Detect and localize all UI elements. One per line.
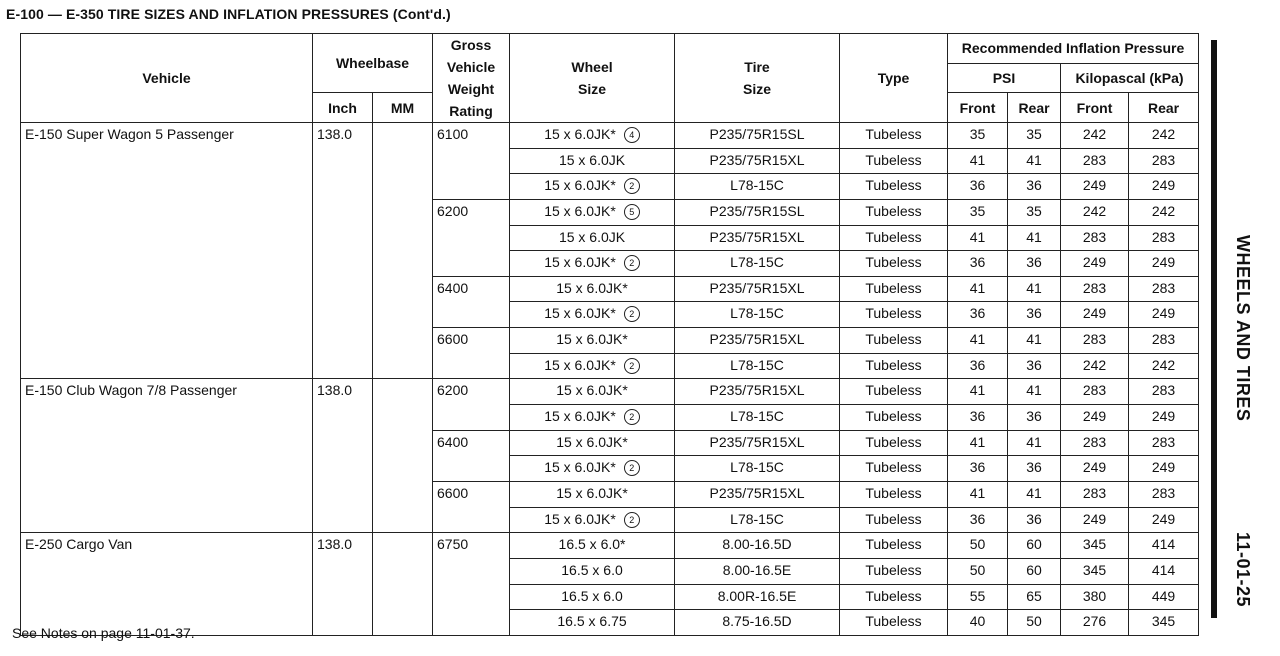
kpa-rear: 283: [1129, 276, 1199, 302]
kpa-rear: 283: [1129, 481, 1199, 507]
table-row: [21, 533, 1199, 559]
tire-size: P235/75R15XL: [675, 225, 840, 251]
kpa-front: 345: [1061, 533, 1129, 559]
wheel-size: 15 x 6.0JK*: [556, 484, 628, 501]
header-gvwr: Gross Vehicle Weight Rating: [433, 34, 510, 123]
tire-size: P235/75R15SL: [675, 123, 840, 149]
wheelbase-inch: 138.0: [313, 533, 373, 636]
header-mm: MM: [373, 93, 433, 123]
kpa-rear: 414: [1129, 533, 1199, 559]
tire-type: Tubeless: [840, 328, 948, 354]
psi-front: 41: [948, 276, 1008, 302]
wheel-size-cell: [510, 584, 675, 610]
psi-front: 41: [948, 430, 1008, 456]
header-psi-front: Front: [948, 93, 1008, 123]
psi-rear: 41: [1008, 225, 1061, 251]
wheel-size: 15 x 6.0JK*: [556, 331, 628, 348]
tire-size: 8.00-16.5D: [675, 533, 840, 559]
psi-front: 50: [948, 533, 1008, 559]
psi-rear: 65: [1008, 584, 1061, 610]
tire-type: Tubeless: [840, 353, 948, 379]
tire-type: Tubeless: [840, 507, 948, 533]
kpa-rear: 249: [1129, 456, 1199, 482]
note-reference-circle: 2: [624, 460, 640, 476]
gvwr-value: 6100: [433, 123, 510, 200]
kpa-rear: 249: [1129, 405, 1199, 431]
kpa-rear: 249: [1129, 174, 1199, 200]
psi-front: 36: [948, 507, 1008, 533]
psi-front: 36: [948, 405, 1008, 431]
vehicle-name: E-150 Super Wagon 5 Passenger: [21, 123, 313, 379]
kpa-rear: 345: [1129, 610, 1199, 636]
tire-size: P235/75R15XL: [675, 276, 840, 302]
side-rule: [1211, 40, 1217, 618]
wheel-size-cell: [510, 148, 675, 174]
psi-rear: 41: [1008, 276, 1061, 302]
tire-type: Tubeless: [840, 148, 948, 174]
page-title: E-100 — E-350 TIRE SIZES AND INFLATION PRESSURES (Cont'd.): [6, 6, 451, 22]
kpa-front: 380: [1061, 584, 1129, 610]
wheel-size-cell: [510, 123, 675, 149]
psi-rear: 36: [1008, 302, 1061, 328]
tire-size: P235/75R15XL: [675, 328, 840, 354]
tire-type: Tubeless: [840, 225, 948, 251]
psi-rear: 36: [1008, 353, 1061, 379]
psi-front: 36: [948, 353, 1008, 379]
wheel-size: 15 x 6.0JK*: [544, 202, 616, 219]
psi-rear: 41: [1008, 328, 1061, 354]
kpa-rear: 242: [1129, 353, 1199, 379]
tire-size: L78-15C: [675, 456, 840, 482]
wheelbase-inch: 138.0: [313, 379, 373, 533]
tire-size: 8.00R-16.5E: [675, 584, 840, 610]
tire-size: 8.00-16.5E: [675, 558, 840, 584]
kpa-front: 283: [1061, 328, 1129, 354]
wheel-size: 15 x 6.0JK*: [544, 408, 616, 425]
note-reference-circle: 5: [624, 204, 640, 220]
psi-front: 50: [948, 558, 1008, 584]
header-inch: Inch: [313, 93, 373, 123]
psi-rear: 41: [1008, 379, 1061, 405]
psi-front: 41: [948, 225, 1008, 251]
wheel-size: 15 x 6.0JK: [558, 228, 626, 245]
psi-rear: 60: [1008, 533, 1061, 559]
gvwr-value: 6200: [433, 379, 510, 430]
tire-size: P235/75R15XL: [675, 379, 840, 405]
kpa-rear: 249: [1129, 302, 1199, 328]
tire-type: Tubeless: [840, 302, 948, 328]
kpa-rear: 449: [1129, 584, 1199, 610]
psi-rear: 50: [1008, 610, 1061, 636]
kpa-front: 345: [1061, 558, 1129, 584]
kpa-front: 283: [1061, 148, 1129, 174]
tire-type: Tubeless: [840, 430, 948, 456]
psi-rear: 36: [1008, 251, 1061, 277]
header-kpa-front: Front: [1061, 93, 1129, 123]
kpa-front: 242: [1061, 353, 1129, 379]
tire-type: Tubeless: [840, 251, 948, 277]
kpa-front: 283: [1061, 481, 1129, 507]
tire-size: L78-15C: [675, 353, 840, 379]
psi-front: 35: [948, 123, 1008, 149]
kpa-rear: 249: [1129, 251, 1199, 277]
tire-type: Tubeless: [840, 558, 948, 584]
kpa-front: 283: [1061, 276, 1129, 302]
psi-rear: 36: [1008, 174, 1061, 200]
psi-rear: 36: [1008, 507, 1061, 533]
kpa-rear: 283: [1129, 225, 1199, 251]
vehicle-name: E-250 Cargo Van: [21, 533, 313, 636]
note-reference-circle: 2: [624, 306, 640, 322]
wheel-size-cell: [510, 276, 675, 302]
tire-size: L78-15C: [675, 174, 840, 200]
header-type: Type: [840, 34, 948, 123]
gvwr-value: 6400: [433, 276, 510, 327]
psi-rear: 36: [1008, 405, 1061, 431]
wheel-size: 16.5 x 6.0: [561, 587, 623, 604]
wheel-size-cell: [510, 302, 675, 328]
wheel-size: 16.5 x 6.0*: [558, 536, 626, 553]
header-kpa-rear: Rear: [1129, 93, 1199, 123]
kpa-front: 249: [1061, 507, 1129, 533]
section-tab-title: WHEELS AND TIRES: [1233, 235, 1253, 422]
wheel-size-cell: [510, 405, 675, 431]
psi-rear: 60: [1008, 558, 1061, 584]
wheel-size-cell: [510, 507, 675, 533]
kpa-front: 249: [1061, 302, 1129, 328]
table-row: [21, 123, 1199, 149]
wheel-size-cell: [510, 456, 675, 482]
psi-front: 41: [948, 148, 1008, 174]
psi-front: 36: [948, 302, 1008, 328]
tire-size: L78-15C: [675, 405, 840, 431]
psi-front: 55: [948, 584, 1008, 610]
kpa-rear: 249: [1129, 507, 1199, 533]
wheel-size: 15 x 6.0JK*: [544, 126, 616, 142]
kpa-front: 283: [1061, 379, 1129, 405]
kpa-rear: 283: [1129, 379, 1199, 405]
wheel-size-cell: [510, 251, 675, 277]
tire-type: Tubeless: [840, 199, 948, 225]
wheel-size-cell: [510, 225, 675, 251]
header-recommended-pressure: Recommended Inflation Pressure: [948, 34, 1199, 64]
note-reference-circle: 2: [624, 178, 640, 194]
tire-type: Tubeless: [840, 533, 948, 559]
psi-rear: 41: [1008, 481, 1061, 507]
tire-size: 8.75-16.5D: [675, 610, 840, 636]
kpa-front: 249: [1061, 456, 1129, 482]
gvwr-value: 6400: [433, 430, 510, 481]
tire-type: Tubeless: [840, 610, 948, 636]
note-reference-circle: 2: [624, 512, 640, 528]
tire-type: Tubeless: [840, 481, 948, 507]
tire-size: P235/75R15XL: [675, 148, 840, 174]
header-psi: PSI: [948, 63, 1061, 93]
kpa-front: 276: [1061, 610, 1129, 636]
wheel-size: 15 x 6.0JK*: [544, 305, 616, 322]
wheelbase-mm: [373, 379, 433, 533]
psi-rear: 35: [1008, 123, 1061, 149]
wheel-size-cell: [510, 558, 675, 584]
wheel-size-cell: [510, 353, 675, 379]
note-reference-circle: 2: [624, 255, 640, 271]
note-reference-circle: 4: [624, 127, 640, 143]
tire-size: P235/75R15XL: [675, 430, 840, 456]
wheel-size: 15 x 6.0JK*: [544, 356, 616, 373]
wheel-size-cell: [510, 533, 675, 559]
wheelbase-inch: 138.0: [313, 123, 373, 379]
tire-type: Tubeless: [840, 379, 948, 405]
kpa-front: 249: [1061, 405, 1129, 431]
psi-front: 40: [948, 610, 1008, 636]
psi-front: 36: [948, 251, 1008, 277]
wheel-size-cell: [510, 174, 675, 200]
wheel-size: 15 x 6.0JK*: [544, 177, 616, 194]
wheelbase-mm: [373, 533, 433, 636]
tire-type: Tubeless: [840, 123, 948, 149]
header-kpa: Kilopascal (kPa): [1061, 63, 1199, 93]
page-number: 11-01-25: [1233, 532, 1253, 608]
wheel-size-cell: [510, 430, 675, 456]
kpa-rear: 242: [1129, 123, 1199, 149]
psi-rear: 35: [1008, 199, 1061, 225]
wheel-size: 15 x 6.0JK*: [556, 382, 628, 399]
psi-front: 36: [948, 174, 1008, 200]
note-reference-circle: 2: [624, 409, 640, 425]
kpa-rear: 283: [1129, 430, 1199, 456]
tire-size: L78-15C: [675, 251, 840, 277]
header-tire-size: Tire Size: [675, 34, 840, 123]
kpa-front: 249: [1061, 174, 1129, 200]
wheelbase-mm: [373, 123, 433, 379]
header-vehicle: Vehicle: [21, 34, 313, 123]
psi-rear: 36: [1008, 456, 1061, 482]
psi-front: 41: [948, 328, 1008, 354]
psi-front: 41: [948, 379, 1008, 405]
gvwr-value: 6750: [433, 533, 510, 636]
psi-rear: 41: [1008, 148, 1061, 174]
tire-size: P235/75R15SL: [675, 199, 840, 225]
tire-type: Tubeless: [840, 174, 948, 200]
wheel-size: 16.5 x 6.0: [561, 561, 623, 578]
kpa-front: 283: [1061, 225, 1129, 251]
wheel-size: 15 x 6.0JK*: [556, 279, 628, 296]
psi-front: 36: [948, 456, 1008, 482]
tire-type: Tubeless: [840, 405, 948, 431]
vehicle-name: E-150 Club Wagon 7/8 Passenger: [21, 379, 313, 533]
tire-type: Tubeless: [840, 584, 948, 610]
wheel-size: 15 x 6.0JK*: [556, 433, 628, 450]
note-reference-circle: 2: [624, 358, 640, 374]
psi-front: 35: [948, 199, 1008, 225]
header-wheel-size: Wheel Size: [510, 34, 675, 123]
table-row: [21, 379, 1199, 405]
psi-front: 41: [948, 481, 1008, 507]
kpa-rear: 242: [1129, 199, 1199, 225]
gvwr-value: 6600: [433, 481, 510, 532]
kpa-rear: 414: [1129, 558, 1199, 584]
kpa-front: 242: [1061, 123, 1129, 149]
gvwr-value: 6600: [433, 328, 510, 379]
kpa-rear: 283: [1129, 148, 1199, 174]
tire-size: L78-15C: [675, 507, 840, 533]
tire-type: Tubeless: [840, 276, 948, 302]
wheel-size-cell: [510, 610, 675, 636]
wheel-size-cell: [510, 379, 675, 405]
wheel-size: 15 x 6.0JK*: [544, 510, 616, 527]
header-wheelbase: Wheelbase: [313, 34, 433, 93]
wheel-size-cell: [510, 199, 675, 225]
wheel-size-cell: [510, 328, 675, 354]
tire-type: Tubeless: [840, 456, 948, 482]
kpa-front: 283: [1061, 430, 1129, 456]
wheel-size: 15 x 6.0JK*: [544, 459, 616, 476]
table-body: [21, 123, 1199, 636]
tire-size: P235/75R15XL: [675, 481, 840, 507]
gvwr-value: 6200: [433, 199, 510, 276]
kpa-front: 249: [1061, 251, 1129, 277]
kpa-rear: 283: [1129, 328, 1199, 354]
wheel-size: 16.5 x 6.75: [557, 613, 627, 630]
header-psi-rear: Rear: [1008, 93, 1061, 123]
psi-rear: 41: [1008, 430, 1061, 456]
tire-pressure-table: [20, 33, 1199, 636]
wheel-size: 15 x 6.0JK*: [544, 254, 616, 271]
kpa-front: 242: [1061, 199, 1129, 225]
wheel-size: 15 x 6.0JK: [558, 151, 626, 168]
footnote: See Notes on page 11-01-37.: [12, 625, 195, 641]
wheel-size-cell: [510, 481, 675, 507]
tire-size: L78-15C: [675, 302, 840, 328]
